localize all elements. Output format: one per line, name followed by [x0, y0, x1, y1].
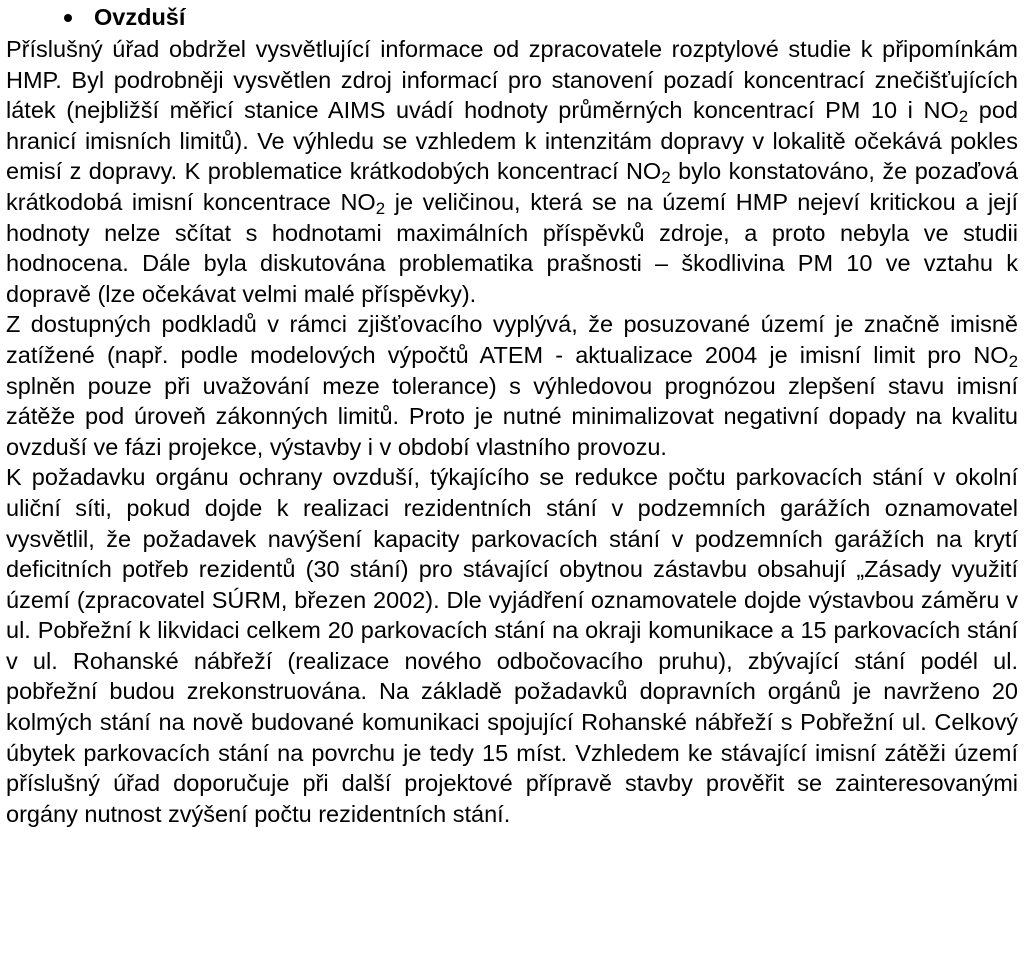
- section-heading-text: Ovzduší: [94, 4, 186, 30]
- subscript: 2: [661, 168, 671, 188]
- subscript: 2: [375, 199, 386, 219]
- subscript: 2: [1008, 352, 1018, 372]
- paragraph-parking: [6, 462, 1018, 829]
- subscript: 2: [958, 107, 969, 127]
- paragraph-text: K požadavku orgánu ochrany ovzduší, týkajícího se redukce počtu parkovacích stání v okolní uliční síti, pokud dojde k realizaci rezidentních stání v podzemních garážích oznamovatel vysvětlil, že požadavek navýšení kapacity parkovacích stání v podzemních garážích na krytí deficitních potřeb rezidentů (30 stání) pro stávající obytnou zástavbu obsahují „Zásady využití území (zpracovatel SÚRM, březen 2002). Dle vyjádření oznamovatele dojde výstavbou záměru v ul. Pobřežní k likvidaci celkem 20 parkovacích stání na okraji komunikace a 15 parkovacích stání v ul. Rohanské nábřeží (realizace nového odbočovacího pruhu), zbývající stání podél ul. pobřežní budou zrekonstruována. Na základě požadavků dopravních orgánů je navrženo 20 kolmých stání na nově budované komunikaci spojující Rohanské nábřeží s Pobřežní ul. Celkový úbytek parkovacích stání na povrchu je tedy 15 míst. Vzhledem ke stávající imisní zátěži území příslušný úřad doporučuje při další projektové přípravě stavby prověřit se zainteresovanými orgány nutnost zvýšení počtu rezidentních stání.: [6, 464, 1018, 827]
- paragraph-text: pod hranicí imisních limitů). Ve výhledu se vzhledem k intenzitám dopravy v lokalitě očekává pokles emisí z dopravy. K problematice krátkodobých koncentrací NO: [6, 97, 1018, 185]
- paragraph-text: Z dostupných podkladů v rámci zjišťovacího vyplývá, že posuzované území je značně imisně zatížené (např. podle modelových výpočtů ATEM - aktualizace 2004 je imisní limit pro NO: [6, 311, 1018, 368]
- paragraph-clarification: [6, 34, 1018, 309]
- paragraph-text: je veličinou, která se na území HMP nejeví kritickou a její hodnoty nelze sčítat s hodnotami maximálních příspěvků zdroje, a proto nebyla ve studii hodnocena. Dále byla diskutována problematika prašnosti – škodlivina PM 10 ve vztahu k dopravě (lze očekávat velmi malé příspěvky).: [6, 188, 1019, 307]
- paragraph-text: Příslušný úřad obdržel vysvětlující informace od zpracovatele rozptylové studie k připomínkám HMP. Byl podrobněji vysvětlen zdroj informací pro stanovení pozadí koncentrací znečišťujících látek (nejbližší měřicí stanice AIMS uvádí hodnoty průměrných koncentrací PM 10 i NO: [6, 36, 1018, 124]
- bullet-icon: [64, 14, 72, 22]
- paragraph-text: splněn pouze při uvažování meze tolerance) s výhledovou prognózou zlepšení stavu imisní zátěže pod úroveň zákonných limitů. Proto je nutné minimalizovat negativní dopady na kvalitu ovzduší ve fázi projekce, výstavby i v období vlastního provozu.: [6, 372, 1018, 460]
- paragraph-emission-load: [6, 309, 1018, 462]
- section-heading: [6, 0, 1018, 34]
- paragraph-text: bylo konstatováno, že pozaďová krátkodobá imisní koncentrace NO: [6, 158, 1018, 215]
